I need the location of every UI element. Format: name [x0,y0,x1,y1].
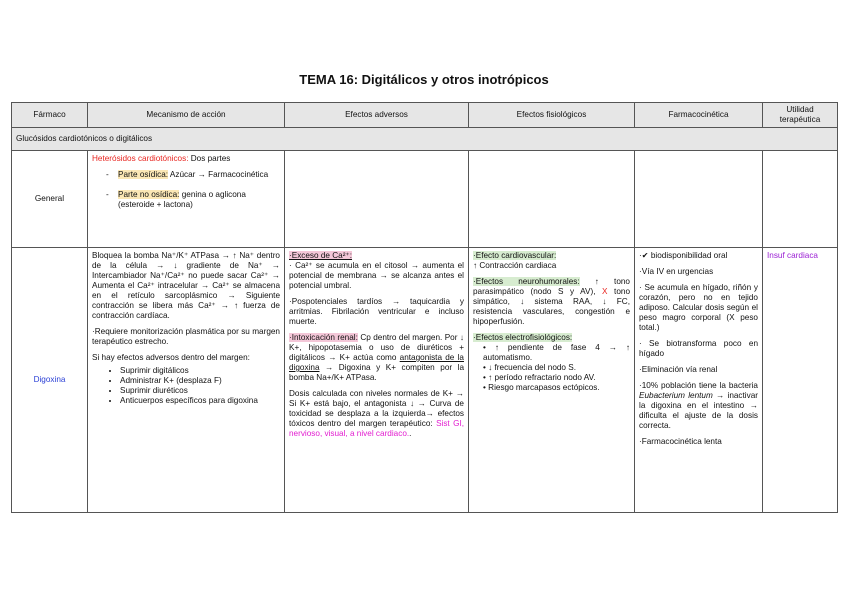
dosis-colored: Sist GI, nervioso, visual, a nivel cardiaco. [289,419,465,438]
exceso-label-line [289,251,464,261]
neuro-text-1: ↑ tono parasimpático (nodo S y AV), [473,277,630,296]
section-row [12,128,838,151]
exceso-text: · Ca²⁺ se acumula en el citosol → aumenta el potencial de membrana → se alcanza antes el potencial umbral. [289,261,464,290]
neuro-text [473,277,630,327]
digoxina-row [12,248,838,513]
heterosidos-line [92,154,280,164]
intox-text-2: → Digoxina y K+ compiten por la bomba Na+/K+ ATPasa. [289,363,464,382]
list-item: • ↑ pendiente de fase 4 → ↑ automatismo. [483,343,630,363]
cardio-label-line [473,251,630,261]
partes-list [92,170,280,210]
list-item: • ↓ frecuencia del nodo S. [483,363,630,373]
header-adversos: Efectos adversos [285,103,469,128]
list-item: • Suprimir diuréticos [120,386,280,396]
general-mecanismo [88,151,285,248]
general-adversos [285,151,469,248]
general-farmacocinetica [635,151,763,248]
farmaco-p6-1: ·10% población tiene la bacteria [639,381,758,390]
digoxina-mecanismo [88,248,285,513]
list-item: • ↑ período refractario nodo AV. [483,373,630,383]
mecanismo-p3: Si hay efectos adversos dentro del margen: [92,353,250,362]
header-mecanismo: Mecanismo de acción [88,103,285,128]
header-row [12,103,838,128]
farmaco-p1: ·✔ biodisponibilidad oral [639,251,728,260]
farmaco-p4: · Se biotransforma poco en hígado [639,339,758,358]
farmaco-p5: ·Eliminación vía renal [639,365,718,374]
parte-no-osidica-text: genina o aglicona (esteroide + lactona) [118,190,246,209]
dosis-text [289,389,464,439]
neuro-label: ·Efectos neurohumorales: [473,277,580,286]
header-farmaco: Fármaco [12,103,88,128]
intoxicacion-text [289,333,464,383]
dosis-main: Dosis calculada con niveles normales de K+ → Si K+ está bajo, el antagonista ↓ → Curva de toxicidad se desplaza a la izquierda→ efectos tóxicos dentro del margen terapéutico: [289,389,464,428]
mecanismo-p2: ·Requiere monitorización plasmática por su margen terapéutico estrecho. [92,327,280,346]
farmaco-p6-italic: Eubacterium lentum [639,391,713,400]
parte-osidica-text: Azúcar → Farmacocinética [168,170,269,179]
parte-no-osidica-label: Parte no osídica: [118,190,180,199]
electro-list [473,343,630,393]
farmaco-p2: ·Vía IV en urgencias [639,267,714,276]
digoxina-fisiologicos [469,248,635,513]
intox-label: ·Intoxicación renal: [289,333,358,342]
general-utilidad [763,151,838,248]
general-fisiologicos [469,151,635,248]
electro-label: ·Efectos electrofisiológicos: [473,333,573,342]
electro-label-line [473,333,630,343]
header-utilidad: Utilidad terapéutica [763,103,838,128]
cardio-label: ·Efecto cardiovascular: [473,251,557,260]
parte-osidica-label: Parte osídica: [118,170,169,179]
mecanismo-list [92,366,280,406]
farmaco-p6 [639,381,758,431]
header-fisiologicos: Efectos fisiológicos [469,103,635,128]
dosis-end: . [409,429,412,438]
neuro-text-2: tono simpático, ↓ sistema RAA, ↓ FC, resistencia vasculares, congestión e hipoperfusión. [473,287,630,326]
heterosidos-text: Dos partes [188,154,231,163]
drug-digoxina: Digoxina [12,248,88,513]
general-row [12,151,838,248]
farmaco-p3: · Se acumula en hígado, riñón y corazón, pero no en tejido adiposo. Calcular dosis según el peso magro corporal (X peso total.) [639,283,758,332]
list-item [106,170,280,180]
page-title: TEMA 16: Digitálicos y otros inotrópicos [299,72,549,87]
farmaco-p6-2: → inactivar la digoxina en el intestino → dificulta el ajuste de la dosis correcta. [639,391,758,430]
digoxina-utilidad: Insuf cardiaca [763,248,838,513]
drug-general: General [12,151,88,248]
list-item: • Anticuerpos específicos para digoxina [120,396,280,406]
digoxina-farmacocinetica [635,248,763,513]
digoxina-adversos [285,248,469,513]
exceso-label: ·Exceso de Ca²⁺: [289,251,353,260]
list-item [106,190,280,210]
farmaco-p7: ·Farmacocinética lenta [639,437,722,446]
mecanismo-p1: Bloquea la bomba Na⁺/K⁺ ATPasa → ↑ Na⁺ dentro de la célula → ↓ gradiente de Na⁺ → Intercambiador Na⁺/Ca²⁺ no puede sacar Ca²⁺ → Aumenta el Ca²⁺ intracelular → Ca²⁺ se almacena en el retículo sarcoplásmico → Siguiente contracción se libera más Ca²⁺ → ↑ fuerza de contracción cardíaca. [92,251,280,320]
list-item: • Suprimir digitálicos [120,366,280,376]
intox-text-1: Cp dentro del margen. Por ↓ K+, hipopotasemia o uso de diuréticos + digitálicos → K+ actúa como [289,333,464,362]
section-label: Glucósidos cardiotónicos o digitálicos [12,128,838,151]
neuro-x: X [602,287,608,296]
drug-table [11,102,838,513]
intox-antagonista: antagonista de la digoxina [289,353,464,372]
header-farmacocinetica: Farmacocinética [635,103,763,128]
list-item: • Riesgo marcapasos ectópicos. [483,383,630,393]
list-item: • Administrar K+ (desplaza F) [120,376,280,386]
pospotenciales-text: ·Pospotenciales tardíos → taquicardia y arritmias. Fibrilación ventricular e incluso muerte. [289,297,464,326]
heterosidos-label: Heterósidos cardiotónicos: [92,154,189,163]
cardio-text: ↑ Contracción cardiaca [473,261,557,270]
